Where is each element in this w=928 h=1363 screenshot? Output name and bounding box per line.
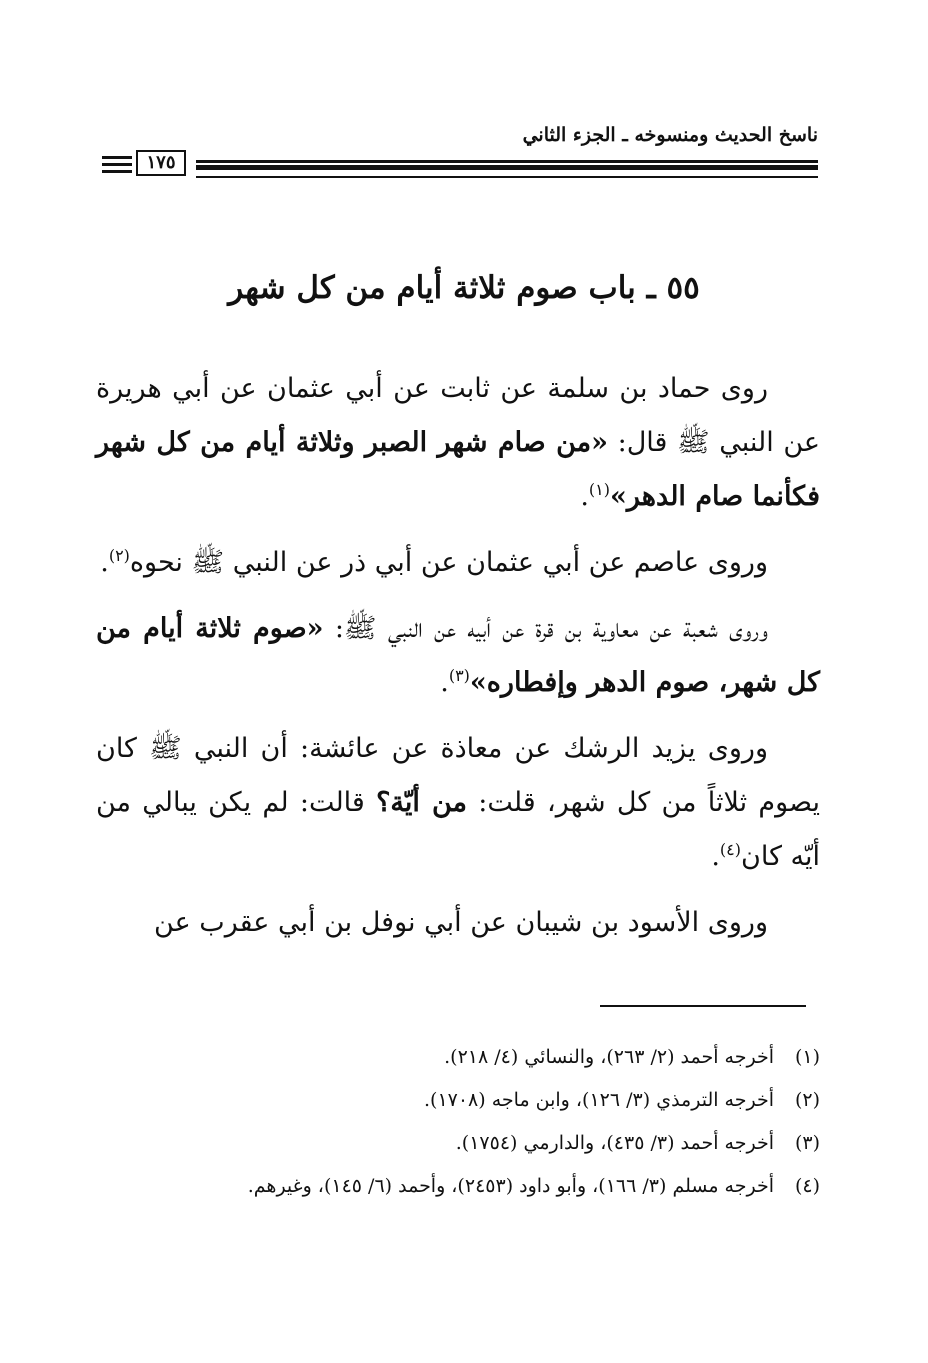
- paragraph-3-end: .: [440, 667, 449, 698]
- paragraph-3-hadith-quote: «صوم ثلاثة أيام من كل شهر، صوم الدهر وإفطاره»: [96, 613, 820, 698]
- header-rule-thick: [196, 160, 818, 170]
- footnote-text: أخرجه الترمذي (٣/ ١٢٦)، وابن ماجه (١٧٠٨).: [423, 1089, 774, 1111]
- footnote-separator: [600, 1005, 806, 1007]
- footnote-text: أخرجه مسلم (٣/ ١٦٦)، وأبو داود (٢٤٥٣)، وأحمد (٦/ ١٤٥)، وغيرهم.: [247, 1175, 774, 1197]
- footnote-text: أخرجه أحمد (٣/ ٤٣٥)، والدارمي (١٧٥٤).: [455, 1132, 774, 1154]
- paragraph-5: [96, 896, 820, 950]
- paragraph-1: [96, 362, 820, 524]
- footnote-number: (٣): [794, 1132, 820, 1154]
- footnote-2: [96, 1079, 820, 1122]
- running-title: ناسخ الحديث ومنسوخه ـ الجزء الثاني: [522, 124, 818, 146]
- footnote-1: [96, 1036, 820, 1079]
- footnote-4: [96, 1165, 820, 1208]
- footnotes: [96, 1036, 820, 1208]
- body-text: [96, 362, 820, 962]
- header-ornament: [102, 156, 132, 177]
- page-number: ١٧٥: [136, 150, 186, 176]
- footnote-ref-4[interactable]: (٤): [719, 840, 742, 859]
- header-rule-thin: [196, 176, 818, 178]
- footnote-ref-3[interactable]: (٣): [448, 666, 470, 685]
- paragraph-3-narration: وروى شعبة عن معاوية بن قرة عن أبيه عن النبي ﷺ:: [323, 613, 768, 644]
- paragraph-4-end: .: [711, 841, 720, 872]
- footnote-3: [96, 1122, 820, 1165]
- chapter-title: ٥٥ ـ باب صوم ثلاثة أيام من كل شهر: [228, 270, 700, 306]
- paragraph-4-question: من أيّة؟: [376, 787, 467, 818]
- footnote-text: أخرجه أحمد (٢/ ٢٦٣)، والنسائي (٤/ ٢١٨).: [444, 1046, 774, 1068]
- paragraph-1-narration: روى حماد بن سلمة عن ثابت عن أبي عثمان عن أبي هريرة عن النبي ﷺ قال:: [96, 373, 820, 458]
- paragraph-2-text: وروى عاصم عن أبي عثمان عن أبي ذر عن النبي ﷺ نحوه: [129, 547, 768, 578]
- footnote-ref-2[interactable]: (٢): [108, 546, 130, 565]
- paragraph-5-text: وروى الأسود بن شيبان عن أبي نوفل بن أبي عقرب عن: [154, 907, 768, 938]
- footnote-number: (١): [794, 1046, 820, 1068]
- footnote-number: (٢): [794, 1089, 820, 1111]
- paragraph-1-end: .: [580, 481, 589, 512]
- paragraph-2-end: .: [100, 547, 109, 578]
- paragraph-1-hadith-quote: «من صام شهر الصبر وثلاثة أيام من كل شهر فكأنما صام الدهر»: [96, 427, 820, 512]
- paragraph-4: [96, 722, 820, 884]
- paragraph-4-narration: وروى يزيد الرشك عن معاذة عن عائشة: أن النبي ﷺ كان يصوم ثلاثاً من كل شهر، قلت:: [96, 733, 820, 818]
- paragraph-2: [96, 536, 820, 590]
- footnote-number: (٤): [794, 1175, 820, 1197]
- paragraph-3: [96, 602, 820, 710]
- footnote-ref-1[interactable]: (١): [588, 480, 611, 499]
- paragraph-4-answer: قالت: لم يكن يبالي من أيّه كان: [96, 787, 820, 872]
